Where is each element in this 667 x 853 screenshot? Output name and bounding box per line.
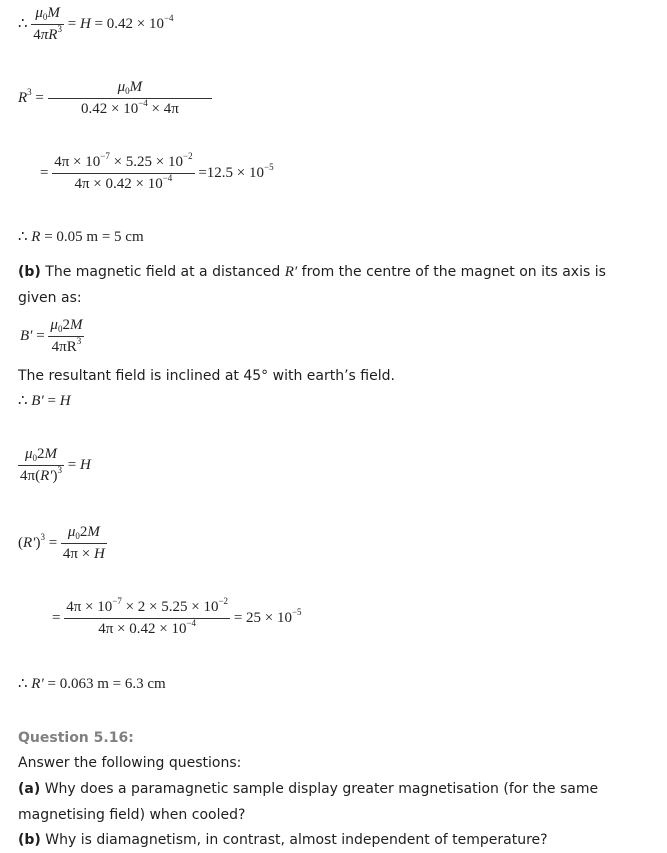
question-a-label: (a) (18, 781, 41, 797)
equation-Rprime3-value: = $\frac{4\pi \times 10^{-7} \times 2 \times 5.25 \times 10^{-2}}{4\pi \times 0.42 \times 10^{-4}}$ = $25 \times 10^{-5}$ (52, 596, 302, 637)
part-b-text-end: from the centre of the magnet on its axis is (297, 264, 606, 280)
equation-Rprime-result: ∴ R′ = 0.063 m = 6.3 cm (18, 676, 166, 692)
question-b-text: Why is diamagnetism, in contrast, almost independent of temperature? (40, 832, 548, 848)
question-b-label: (b) (18, 832, 41, 848)
equation-R-result: ∴ R = 0.05 m = 5 cm (18, 229, 144, 245)
part-b-line1: (b) The magnetic field at a distanced R′ from the centre of the magnet on its axis is (18, 264, 606, 280)
answer-following-text: Answer the following questions: (18, 755, 242, 771)
part-b-label: (b) (18, 264, 41, 280)
part-b-line2: given as: (18, 290, 82, 306)
question-title: Question 5.16: (18, 730, 134, 746)
part-b-text: The magnetic field at a distanced (40, 264, 285, 280)
equation-B-prime-equals-H: ∴ B′ = H (18, 393, 71, 409)
question-a-line1 (18, 782, 598, 796)
equation-mu0-2M-over-4pi-Rprime3: $\frac{\mu_02M}{4\pi(R')^3}$ = H (20, 446, 91, 484)
question-b-line1 (18, 833, 548, 847)
resultant-field-text: The resultant field is inclined at 45° with earth’s field. (18, 368, 395, 384)
equation-Rprime3: $(R')^3$ = $\frac{\mu_02M}{4\pi \times H}$ (18, 524, 105, 562)
equation-R3-value: = $\frac{4\pi \times 10^{-7} \times 5.25 \times 10^{-2}}{4\pi \times 0.42 \times 10^{-4}}$ $=12.5 \times 10^{-5}$ (40, 151, 274, 192)
question-a-line2: magnetising field) when cooled? (18, 807, 246, 823)
equation-R3: $R^3$ = $\frac{\mu_0M}{0.42 \times 10^{-4} \times 4\pi}$ (18, 80, 212, 117)
question-a-text: Why does a paramagnetic sample display greater magnetisation (for the same (40, 781, 599, 797)
equation-B-prime: B′ = $\frac{\mu_02M}{4\pi R^3}$ (20, 317, 83, 355)
equation-mu0M-over-4piR3: ∴ $\frac{\mu_0M}{4\pi R^3}$ = $H = 0.42 \times 10^{-4}$ (18, 5, 174, 43)
